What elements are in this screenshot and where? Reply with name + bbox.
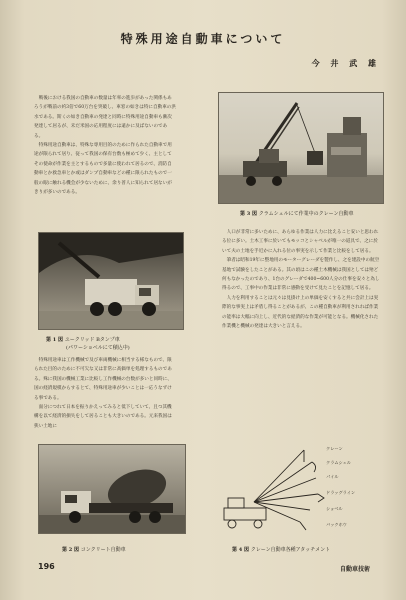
figure-4-label: 第 4 図	[232, 547, 249, 553]
figure-2-photo	[38, 444, 186, 534]
figure-2-text: コンクリート自動車	[80, 547, 126, 553]
figure-3-label: 第 3 図	[240, 211, 257, 217]
figure-1-subtext: (パワーショベルにて積込中)	[66, 345, 130, 351]
figure-1-label: 第 1 図	[46, 337, 63, 343]
page-number: 196	[38, 562, 55, 571]
fig4-label-1: クラムシェル	[326, 460, 351, 465]
article-author: 今 井 武 雄	[311, 58, 380, 68]
fig4-label-5: バックホウ	[326, 522, 347, 527]
figure-1-caption	[46, 336, 120, 343]
figure-1-photo	[38, 232, 184, 330]
figure-4-caption	[232, 546, 330, 553]
figure-3-caption	[240, 210, 353, 217]
paragraph: 面分につれて日本を振りかえってみると低下していて、且つ其機構を以て経済的損失をして居ることも大きいのである。元来我国は狭い土地に	[34, 405, 172, 429]
figure-3-photo	[218, 92, 384, 204]
figure-3-text: クラムシェルにて作業中のクレーン自動車	[258, 211, 354, 217]
dump-truck-illustration	[39, 233, 183, 329]
paragraph: 特殊用途車は工作機械で及び車両機械に相当する様なもので、限られた目的のために不可欠な又は非常に高価単を処理するものである。殊に我国の機械工業に比較し工作機械の台数が多いと同時に、国の経済規模からするとて、特殊用途車が少いことは一応うなずける事である。	[34, 358, 172, 401]
crane-truck-illustration	[219, 93, 383, 203]
fig4-label-2: パイル	[326, 474, 339, 479]
figure-2-caption	[62, 546, 126, 553]
paragraph: 筆者は昭和19年に整地用のモーターグレーダを製作し、之を建設中の航空基地で試験をしたことがある。其の頃はこの種土木機械は我国としては殆ど何もなかったのであり、1台のグレーダで400~600人分の仕事を安々と為し得るので、工事中の作業は非常に感動を受けて見たことを記憶して居る。	[222, 258, 380, 292]
figure-4-text: クレーン自動車各種アタッチメント	[250, 547, 331, 553]
figure-1-text: ユークリッド Bタンプ車	[64, 337, 120, 343]
body-text-left-bottom	[34, 356, 176, 431]
article-title: 特殊用途自動車について	[120, 32, 286, 46]
concrete-mixer-truck-illustration	[39, 445, 185, 533]
body-text-left-top	[34, 94, 176, 197]
fig4-label-4: ショベル	[326, 506, 343, 511]
fig4-label-0: クレーン	[326, 446, 343, 451]
attachment-diagram	[214, 440, 384, 536]
paragraph: 人口が非常に多いために、あらゆる作業は人力に比えること安いと思われる位に多い。土木工事に於いてもモッコとシャベルが唯一の道具で、之に於いて夫の土地を手近かに入れる位の事実を示して作業と比較をして居る。	[222, 230, 379, 254]
figure-4-drawing	[214, 440, 384, 536]
paragraph: 戦後における我国の自動車の数量は年率の進歩があった関係もあろうが戦前の約3倍で60万台を突破し、車窓の如きは特に自動車の洪水である。斯くの如き自動車の発達と同時に特殊用途自動車も漸次発達して居るが、未だ米国の応用程度には遠かに及ばないのである。	[34, 96, 176, 139]
figure-1-subcaption	[66, 344, 130, 351]
fig4-label-3: ドラッグライン	[326, 490, 356, 495]
journal-name: 自動車技術	[340, 566, 371, 573]
paragraph: 人力を利用することは元々は見掛け上の単価を安くすると共に会計上は実際的な事実上は矛盾し得ることがあるが、この種自動車が利用されれば作業の能率は大幅に向上し、近代的な経済的な作業が可能となる。機械化された作業機と機械の発達は大きいと言える。	[222, 295, 379, 330]
figure-2-label: 第 2 図	[62, 547, 79, 553]
body-text-right	[222, 228, 380, 331]
paragraph: 特殊用途自動車は、特殊な専用目的のために作られた自動車で用途が限られて居り、従って我国の保有台数も極めて少く、主としてその使命が作業を主とするもので多量に使われて居るので、消防自動車とか救急車とか或はダンプ自動車などの種に限られたもので一般の眼に触れる機会が少ないために、余り普人に知られて居ないがきりが多いのである。	[34, 143, 172, 196]
